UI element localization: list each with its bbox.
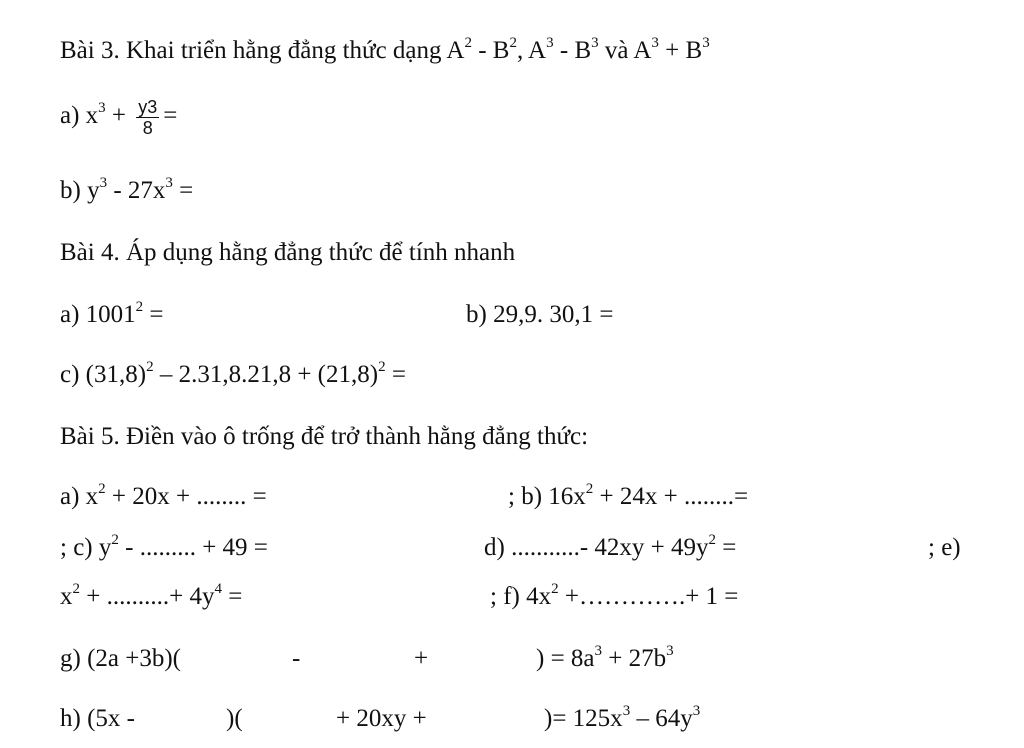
bai5-item-g-plus: + [414,645,429,672]
bai5-item-c: ; c) $y^2$ - ......... + 49 = [60,531,268,561]
bai5-item-f: ; f) $4x^2$ +………….+ 1 = [490,580,739,610]
bai4-item-c: c) $(31,8)^2 - 2.31,8.21,8 + (21,8)^2$ = [60,358,406,388]
bai4-item-a: a) $1001^2$ = [60,298,164,328]
bai5-item-h-mid: )( [226,705,243,732]
bai5-item-e-label: ; e) [928,534,961,561]
bai4-item-b: b) 29,9. 30,1 = [466,301,614,328]
bai5-item-d: d) ...........- $42xy + 49y^2$ = [484,531,737,561]
bai3-item-b: b) $y^3 - 27x^3$ = [60,174,194,204]
bai4-title: Bài 4. Áp dụng hằng đẳng thức để tính nhanh [60,239,516,266]
bai5-title: Bài 5. Điền vào ô trống để trở thành hằng đẳng thức: [60,423,589,450]
bai5-item-h-end: )= $125x^3 - 64y^3$ [544,702,701,732]
bai5-item-h-start: h) (5x - [60,705,135,732]
bai3-item-a: a) $x^3$ + $\frac{y3}{8}$ = [60,97,178,138]
bai3-title: Bài 3. Khai triển hằng đẳng thức dạng $A^2 - B^2$, $A^3 - B^3$ và $A^3 + B^3$ [60,34,710,64]
bai5-item-b: ; b) $16x^2 + 24x$ + ........= [508,480,749,510]
bai5-item-g-end: ) = $8a^3 + 27b^3$ [536,642,674,672]
bai5-item-e: $x^2$ + ..........+ $4y^4$ = [60,580,243,610]
fraction-y3-over-8: $\frac{y3}{8}$ [138,97,158,138]
bai5-item-a: a) $x^2 + 20x$ + ........ = [60,480,267,510]
bai5-item-g-minus: - [292,645,301,672]
bai5-item-g-start: g) (2a +3b)( [60,645,181,672]
bai5-item-h-term: + 20xy + [336,705,427,732]
